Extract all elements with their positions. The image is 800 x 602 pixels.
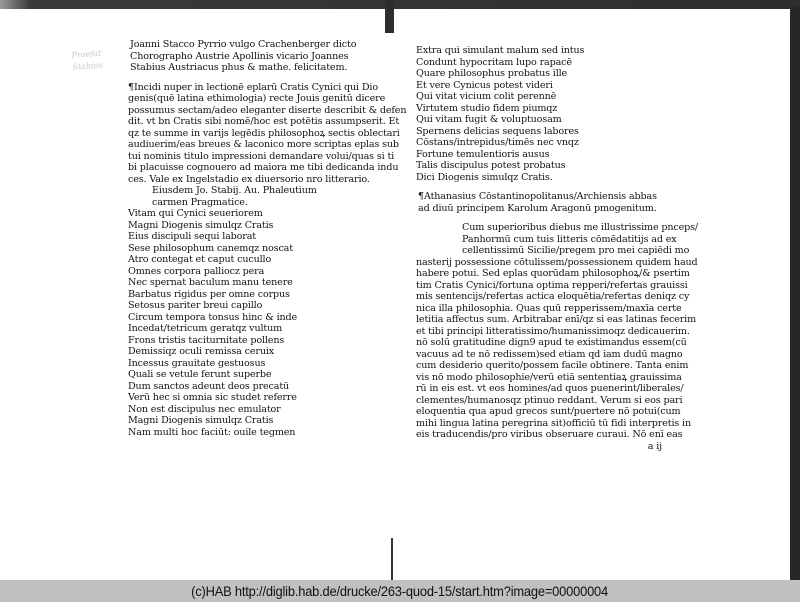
scan-top-border	[0, 0, 800, 9]
spacer	[416, 214, 684, 222]
poem-line: Dici Diogenis simulqz Cratis.	[416, 171, 553, 183]
poem-line: Nam multi hoc faciūt: ouile tegmen	[128, 426, 296, 438]
text-line: cellentissimū Sicilie/pregem pro mei capiēdi mo	[462, 245, 690, 256]
text-line: carmen Pragmatice.	[152, 196, 248, 208]
poem-line: Non est discipulus nec emulator	[128, 403, 281, 415]
text-line: habere potui. Sed eplas quorūdam philosophoꝝ/& psertim	[416, 268, 690, 279]
poem-line: Barbatus rigidus per omne corpus	[128, 288, 290, 300]
poem-line: Setosus pariter breui capillo	[128, 300, 263, 311]
text-line: Cum superioribus diebus me illustrissime pnceps/	[462, 222, 698, 233]
text-line: eis traducendis/pro viribus obseruare curaui. Nō enī eas	[416, 429, 683, 440]
poem-line: Qui vitat vicium colit perennē	[416, 91, 557, 102]
poem-line: Dum sanctos adeunt deos precatū	[128, 380, 290, 392]
text-line: Joanni Stacco Pyrrio vulgo Crachenberger dicto	[130, 39, 357, 50]
gutter-shadow	[385, 0, 394, 33]
text-line: ces. Vale ex Ingelstadio ex diuersorio nro litterario.	[128, 173, 370, 185]
copyright-url-text: (c)HAB http://diglib.hab.de/drucke/263-quod-15/start.htm?image=00000004	[191, 583, 609, 599]
text-line: ad diuū principem Karolum Aragonū pmogenitum.	[418, 202, 657, 214]
spacer	[128, 74, 398, 82]
poem-line: Spernens delicias sequens labores	[416, 125, 579, 137]
text-line: ¶Incidi nuper in lectionē eplarū Cratis Cynici qui Dio	[128, 81, 378, 93]
poem-title	[128, 185, 398, 208]
pencil-annotation-line: Stabius	[72, 60, 104, 72]
spacer	[416, 183, 684, 191]
text-line: clementes/humanosqz ptinuo reddant. Verum si eos pari	[416, 394, 683, 406]
poem-line: Magni Diogenis simulqz Cratis	[128, 219, 274, 231]
letter-paragraph	[128, 81, 407, 186]
poem-line: Atro contegat et caput cucullo	[128, 254, 272, 265]
text-line: nō solū gratitudine dign9 apud te existimandus essem(cū	[416, 337, 687, 348]
text-line: tui nominis titulo impressioni demandare volui/quas si ti	[128, 150, 395, 162]
poem-line: Verū hec si omnia sic studet referre	[128, 392, 297, 403]
poem-line: Virtutem studio fidem piumqz	[416, 102, 558, 114]
poem-line: Qui vitam fugit & voluptuosam	[416, 114, 562, 125]
text-line: eloquentia qua apud grecos sunt/puertere nō potui(cum	[416, 406, 681, 417]
dedication-heading	[128, 39, 398, 74]
text-line: Stabius Austriacus phus & mathe. felicitatem.	[130, 62, 348, 73]
poem-line: Fortune temulentioris ausus	[416, 148, 550, 160]
left-page	[128, 39, 407, 438]
poem-line: Eius discipuli sequi laborat	[128, 231, 257, 242]
poem-line: Sese philosophum canemqz noscat	[128, 242, 293, 254]
text-line: Eiusdem Jo. Stabij. Au. Phaleutium	[152, 185, 317, 196]
pencil-annotation	[71, 46, 123, 73]
text-line: cum desiderio querito/possem facile obtinere. Tanta enim	[416, 360, 689, 371]
signature-mark: a ij	[647, 440, 662, 452]
poem-line: Frons tristis taciturnitate pollens	[128, 334, 285, 346]
text-line: dit. vt bn Cratis sibi nomē/hoc est potētis assumpserit. Et	[128, 116, 400, 127]
poem-line: Talis discipulus potest probatus	[416, 160, 566, 171]
poem-line: Omnes corpora palliocz pera	[128, 265, 265, 277]
copyright-footer	[0, 580, 800, 602]
gutter-line	[391, 538, 393, 580]
text-line: et tibi principi litteratissimo/humanissimoqz dedicauerim.	[416, 325, 690, 337]
text-line: possumus sectam/adeo eleganter diserte describit & defen	[128, 104, 407, 116]
poem-line: Incessus grauitate gestuosus	[128, 357, 266, 369]
pencil-annotation-line: Praefat	[71, 48, 102, 60]
text-line: audiuerim/eas breues & laconico more scriptas eplas sub	[128, 139, 399, 150]
right-page	[416, 45, 698, 452]
poem-line: Demissiqz oculi remissa ceruix	[128, 346, 275, 357]
poem-line: Quare philosophus probatus ille	[416, 68, 568, 79]
poem-continued	[416, 45, 684, 183]
poem	[128, 208, 398, 438]
poem-line: Condunt hypocritam lupo rapacē	[416, 56, 572, 68]
text-line: nasterij possessione cōtulissem/possessionem quidem haud	[416, 256, 698, 268]
text-line: nica illa philosophia. Quas quū repperissem/maxīa certe	[416, 302, 682, 314]
text-line: Chorographo Austrie Apollinis vicario Joannes	[130, 50, 349, 62]
text-line: genis(quē latina ethimologia) recte Jouis genitū dicere	[128, 93, 386, 104]
text-line: tim Cratis Cynici/fortuna optima repperi/refertas grauissi	[416, 279, 688, 291]
text-line: rū in eis est. vt eos homines/ad quos puenerint/liberales/	[416, 383, 684, 394]
poem-line: Extra qui simulant malum sed intus	[416, 45, 585, 56]
poem-line: Et vere Cynicus potest videri	[416, 79, 553, 91]
text-line: qz te summe in varijs legēdis philosophoꝝ sectis oblectari	[128, 127, 400, 139]
text-line: ¶Athanasius Cōstantinopolitanus/Archiensis abbas	[418, 191, 657, 202]
poem-line: Quali se vetule ferunt superbe	[128, 369, 272, 380]
poem-line: Nec spernat baculum manu tenere	[128, 277, 293, 288]
text-line: bi placuisse cognouero ad maiora me tibi dedicanda indu	[128, 162, 399, 173]
poem-line: Magni Diogenis simulqz Cratis	[128, 415, 274, 426]
poem-line: Incedat/tetricum geratqz vultum	[128, 323, 283, 334]
text-line: mihi lingua latina peregrina sit)officiū tū fidi interpretis in	[416, 417, 691, 429]
poem-line: Vitam qui Cynici seueriorem	[128, 208, 263, 219]
text-line: vis nō modo philosophie/verū etiā sententiaꝝ grauissima	[416, 371, 682, 383]
text-line: letitia affectus sum. Arbitrabar enī/qz si eas latinas fecerim	[416, 314, 697, 325]
text-line: vacuus ad te nō redissem)sed etiam qd iam dudū magno	[416, 348, 683, 360]
dedication-heading	[416, 191, 684, 214]
text-line: mis sentencijs/refertas actica eloquētia/refertas deniqz cy	[416, 291, 690, 302]
poem-line: Cōstans/intrepidus/timēs nec vnqz	[416, 137, 579, 148]
scan-right-border	[790, 6, 800, 580]
poem-line: Circum tempora tonsus hinc & inde	[128, 311, 298, 323]
dedication-paragraph	[416, 222, 698, 441]
text-line: Panhormū cum tuis litteris cōmēdatitijs ad ex	[462, 233, 677, 245]
